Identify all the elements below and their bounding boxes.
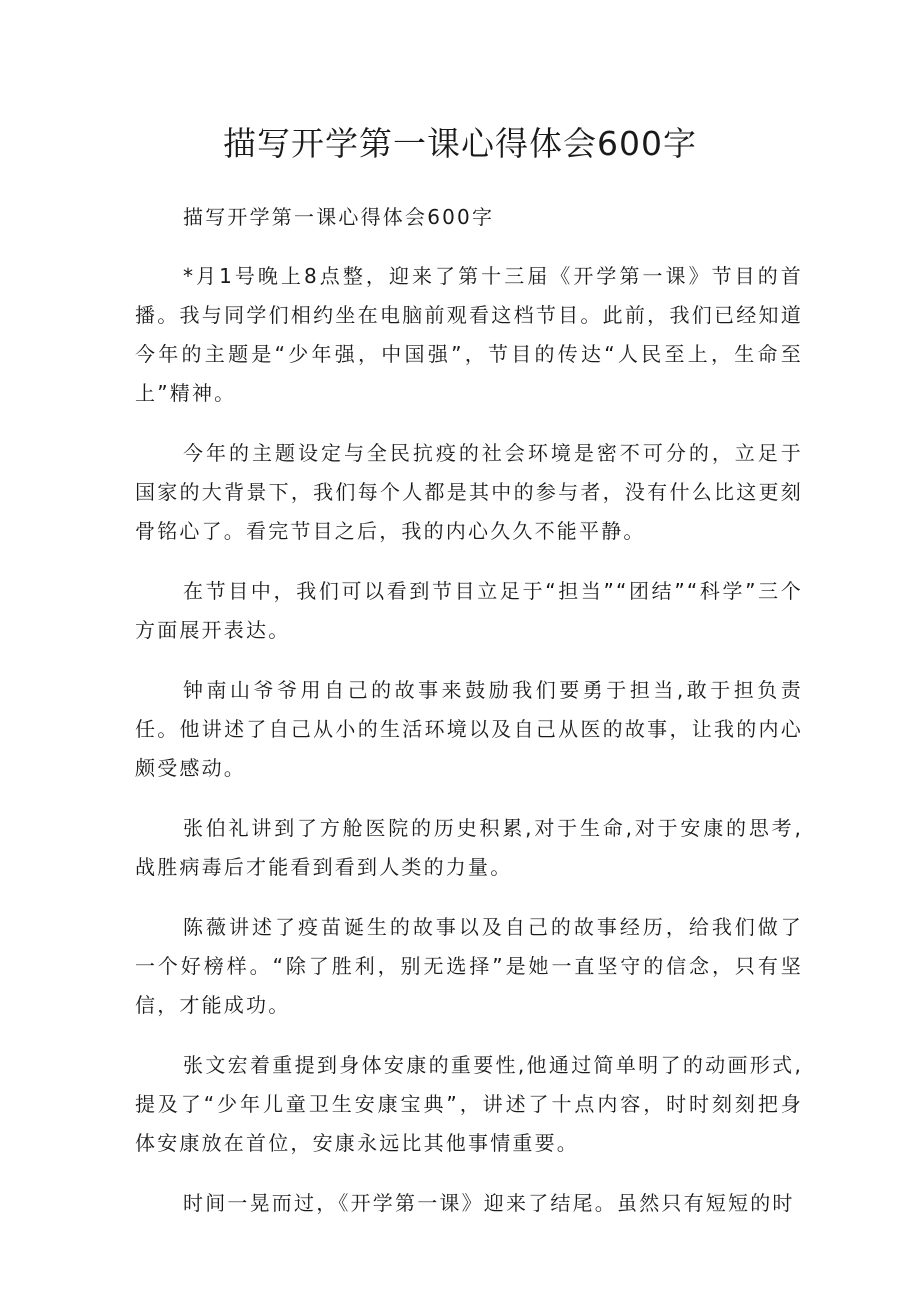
paragraph: 在节目中，我们可以看到节目立足于“担当”“团结”“科学”三个方面展开表达。 xyxy=(135,579,803,642)
paragraph: 陈薇讲述了疫苗诞生的故事以及自己的故事经历，给我们做了一个好榜样。“除了胜利，别无选择”是她一直坚守的信念，只有坚信，才能成功。 xyxy=(135,915,803,1017)
document-title: 描写开学第一课心得体会600字 xyxy=(223,124,697,163)
paragraph-subtitle: 描写开学第一课心得体会600字 xyxy=(183,205,495,229)
document-body xyxy=(135,198,803,1244)
paragraph: 今年的主题设定与全民抗疫的社会环境是密不可分的，立足于国家的大背景下，我们每个人都是其中的参与者，没有什么比这更刻骨铭心了。看完节目之后，我的内心久久不能平静。 xyxy=(135,441,803,543)
paragraph: 张伯礼讲到了方舱医院的历史积累,对于生命,对于安康的思考,战胜病毒后才能看到看到人类的力量。 xyxy=(135,816,803,879)
paragraph: 张文宏着重提到身体安康的重要性,他通过简单明了的动画形式,提及了“少年儿童卫生安康宝典”，讲述了十点内容，时时刻刻把身体安康放在首位，安康永远比其他事情重要。 xyxy=(135,1053,803,1155)
paragraph: *月1号晚上8点整，迎来了第十三届《开学第一课》节目的首播。我与同学们相约坐在电脑前观看这档节目。此前，我们已经知道今年的主题是“少年强，中国强”，节目的传达“人民至上，生命至上”精神。 xyxy=(135,264,803,405)
paragraph: 钟南山爷爷用自己的故事来鼓励我们要勇于担当,敢于担负责任。他讲述了自己从小的生活环境以及自己从医的故事，让我的内心颇受感动。 xyxy=(135,678,803,780)
paragraph: 时间一晃而过，《开学第一课》迎来了结尾。虽然只有短短的时 xyxy=(183,1191,795,1215)
